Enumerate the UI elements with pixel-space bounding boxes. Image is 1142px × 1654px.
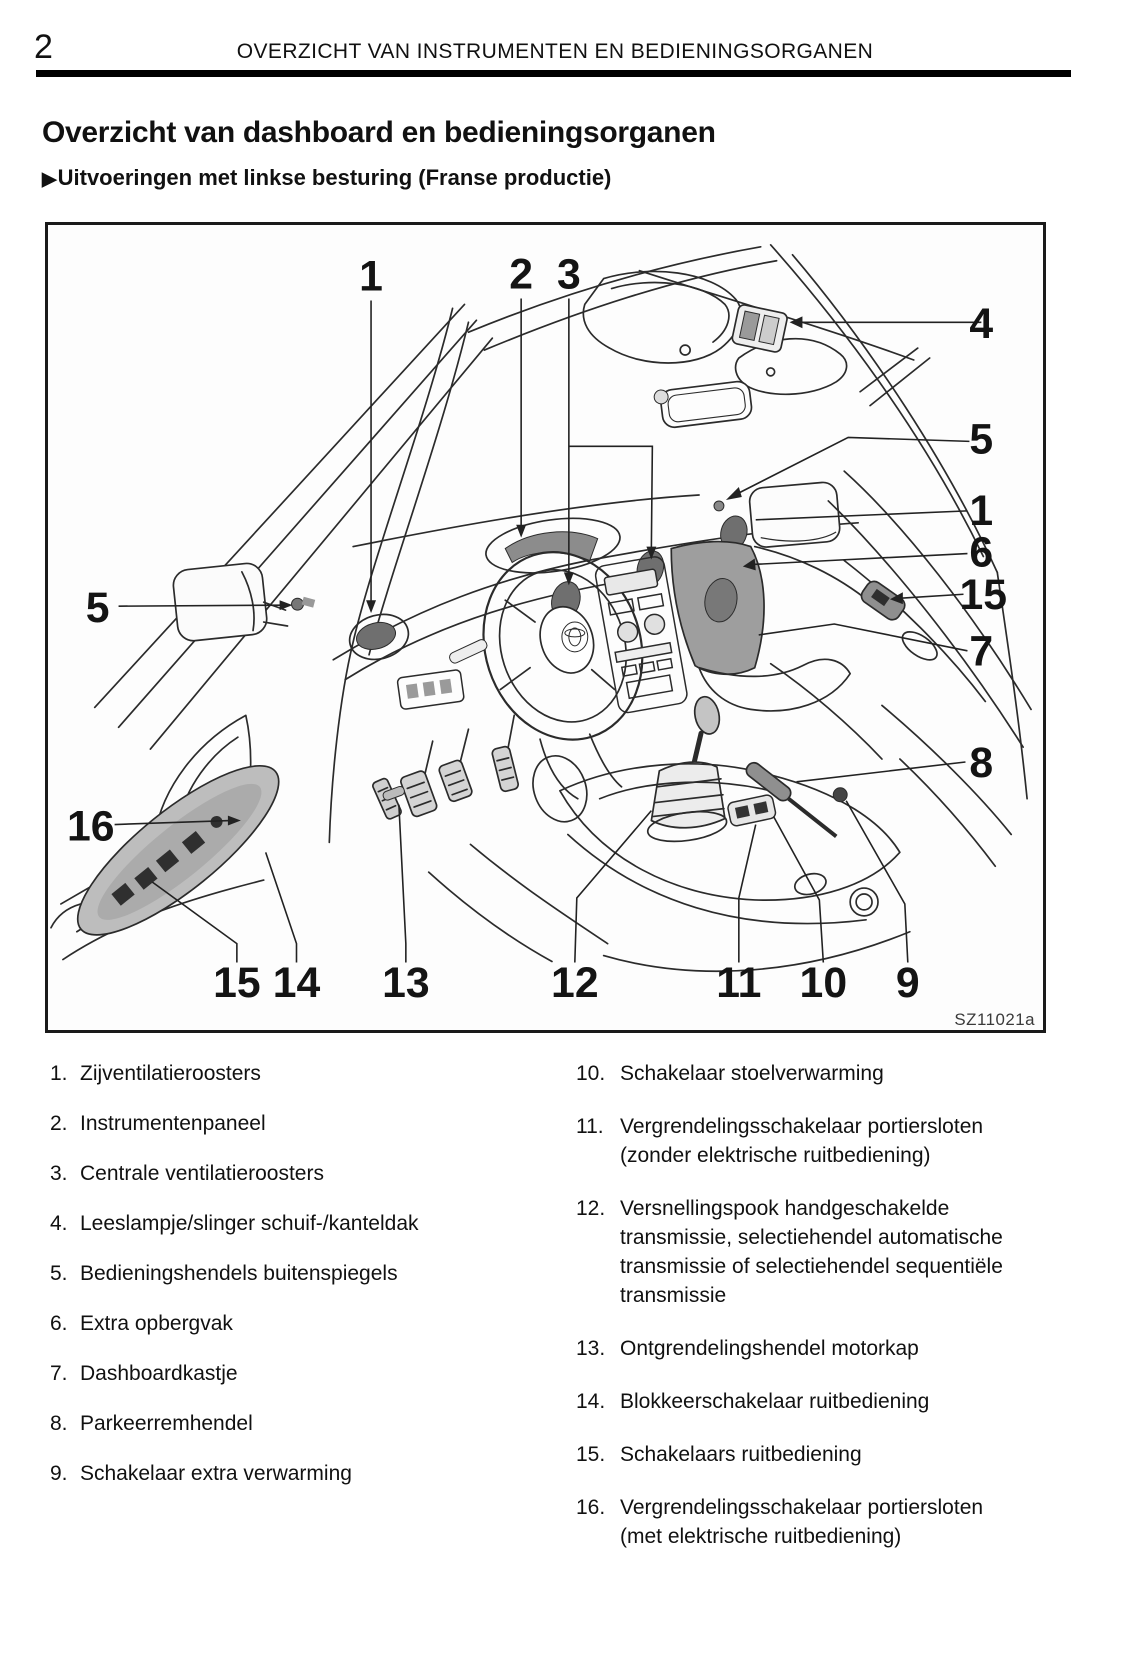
callout-number: 15 bbox=[959, 571, 1008, 620]
gear-lever bbox=[646, 694, 729, 845]
legend-left-column bbox=[50, 1059, 536, 1509]
legend-item-text: Ontgrendelingshendel motorkap bbox=[620, 1337, 919, 1360]
legend-item bbox=[576, 1440, 1056, 1469]
console-switch-pod bbox=[727, 794, 777, 827]
callout-number: 6 bbox=[969, 528, 994, 577]
left-side-mirror bbox=[172, 562, 268, 642]
dash-switch-blanks bbox=[397, 669, 464, 709]
legend-item-text: (met elektrische ruitbediening) bbox=[620, 1525, 902, 1548]
vanity-mirror-lamp bbox=[731, 304, 788, 353]
running-header: OVERZICHT VAN INSTRUMENTEN EN BEDIENINGSORGANEN bbox=[236, 40, 874, 63]
legend-item-number: 9. bbox=[50, 1462, 68, 1485]
legend-item-text: (zonder elektrische ruitbediening) bbox=[620, 1144, 931, 1167]
legend-right-column bbox=[576, 1059, 1056, 1575]
callout-number: 2 bbox=[509, 250, 534, 299]
car-interior-illustration bbox=[48, 225, 1043, 1030]
legend-item bbox=[576, 1387, 1056, 1416]
callout-number: 5 bbox=[969, 415, 994, 464]
legend-item-text: Schakelaar stoelverwarming bbox=[620, 1062, 884, 1085]
legend-item-number: 12. bbox=[576, 1197, 606, 1220]
legend-item-text: Parkeerremhendel bbox=[80, 1412, 253, 1435]
callout-number: 7 bbox=[969, 627, 994, 676]
legend-item-text: transmissie of selectiehendel sequentiële bbox=[620, 1255, 1003, 1278]
legend-item bbox=[576, 1059, 1056, 1088]
legend-item-text: Zijventilatieroosters bbox=[80, 1062, 261, 1085]
rearview-mirror bbox=[653, 379, 752, 429]
legend-item-text: Vergrendelingsschakelaar portiersloten bbox=[620, 1115, 984, 1138]
figure-code: SZ11021a bbox=[954, 1010, 1036, 1030]
legend-item-number: 2. bbox=[50, 1112, 68, 1135]
legend-item-text: Leeslampje/slinger schuif-/kanteldak bbox=[80, 1212, 419, 1235]
right-side-mirror bbox=[748, 481, 840, 548]
legend-item-number: 1. bbox=[50, 1062, 68, 1085]
arrow-marker-icon: ▶ bbox=[42, 169, 57, 190]
legend-item-number: 7. bbox=[50, 1362, 68, 1385]
callout-number: 1 bbox=[359, 252, 383, 301]
callout-number: 11 bbox=[716, 959, 762, 1008]
legend-item-text: Blokkeerschakelaar ruitbediening bbox=[620, 1390, 930, 1413]
legend-item-text: Vergrendelingsschakelaar portiersloten bbox=[620, 1496, 984, 1519]
legend-item bbox=[50, 1159, 536, 1188]
section-subtitle bbox=[42, 165, 611, 191]
legend-item-text: Schakelaar extra verwarming bbox=[80, 1462, 352, 1485]
legend-item-text: Dashboardkastje bbox=[80, 1362, 238, 1385]
wiper-stalk bbox=[448, 638, 489, 665]
pedals bbox=[372, 715, 520, 820]
header-rule bbox=[36, 70, 1071, 77]
legend-item-number: 4. bbox=[50, 1212, 68, 1235]
toyota-emblem bbox=[562, 622, 588, 652]
legend-item bbox=[576, 1112, 1056, 1170]
legend-item bbox=[576, 1493, 1056, 1551]
sun-visors bbox=[583, 271, 846, 394]
mirror-control-knob bbox=[292, 597, 316, 610]
callout-number: 1 bbox=[969, 486, 994, 535]
extra-heater-switch bbox=[833, 788, 847, 802]
legend-item-text: Bedieningshendels buitenspiegels bbox=[80, 1262, 398, 1285]
legend-item bbox=[576, 1194, 1056, 1310]
legend-item-number: 10. bbox=[576, 1062, 606, 1085]
legend-item bbox=[50, 1359, 536, 1388]
legend-item bbox=[50, 1459, 536, 1488]
legend-item-text: transmissie, selectiehendel automatische bbox=[620, 1226, 1003, 1249]
legend-item-number: 14. bbox=[576, 1390, 606, 1413]
callout-number: 13 bbox=[382, 959, 430, 1008]
callout-number: 12 bbox=[551, 959, 599, 1008]
legend-item bbox=[50, 1409, 536, 1438]
legend-item-number: 3. bbox=[50, 1162, 68, 1185]
legend-item-number: 11. bbox=[576, 1115, 604, 1138]
page-number: 2 bbox=[34, 28, 53, 66]
legend-item-text: transmissie bbox=[620, 1284, 727, 1307]
roof-and-pillars bbox=[353, 245, 1027, 799]
upper-storage-compartment bbox=[671, 542, 764, 675]
legend-item-text: Schakelaars ruitbediening bbox=[620, 1443, 862, 1466]
dashboard-diagram-frame bbox=[45, 222, 1046, 1033]
callout-number: 3 bbox=[556, 250, 581, 299]
page-title: Overzicht van dashboard en bedieningsorganen bbox=[42, 116, 716, 149]
right-mirror-control bbox=[714, 501, 724, 511]
legend-item-number: 5. bbox=[50, 1262, 68, 1285]
legend-item bbox=[50, 1059, 536, 1088]
legend-item-number: 13. bbox=[576, 1337, 606, 1360]
callout-number: 5 bbox=[85, 584, 110, 633]
legend-item-number: 15. bbox=[576, 1443, 606, 1466]
legend-item-number: 6. bbox=[50, 1312, 68, 1335]
legend-item bbox=[50, 1309, 536, 1338]
legend-item bbox=[50, 1259, 536, 1288]
callout-number: 8 bbox=[969, 738, 994, 787]
legend-item bbox=[50, 1109, 536, 1138]
legend-item-text: Versnellingspook handgeschakelde bbox=[620, 1197, 950, 1220]
legend-item-text: Extra opbergvak bbox=[80, 1312, 233, 1335]
section-subtitle-text: Uitvoeringen met linkse besturing (Franse productie) bbox=[57, 165, 612, 190]
callout-number: 15 bbox=[213, 959, 261, 1008]
legend-item-text: Centrale ventilatieroosters bbox=[80, 1162, 324, 1185]
legend-item-text: Instrumentenpaneel bbox=[80, 1112, 266, 1135]
callout-number: 4 bbox=[969, 300, 994, 349]
callout-number: 9 bbox=[895, 959, 920, 1008]
callout-number: 16 bbox=[66, 802, 115, 851]
legend-item-number: 16. bbox=[576, 1496, 606, 1519]
legend-item bbox=[576, 1334, 1056, 1363]
legend-item-number: 8. bbox=[50, 1412, 68, 1435]
callout-number: 14 bbox=[272, 959, 321, 1008]
callout-number: 10 bbox=[799, 959, 848, 1008]
legend-item bbox=[50, 1209, 536, 1238]
